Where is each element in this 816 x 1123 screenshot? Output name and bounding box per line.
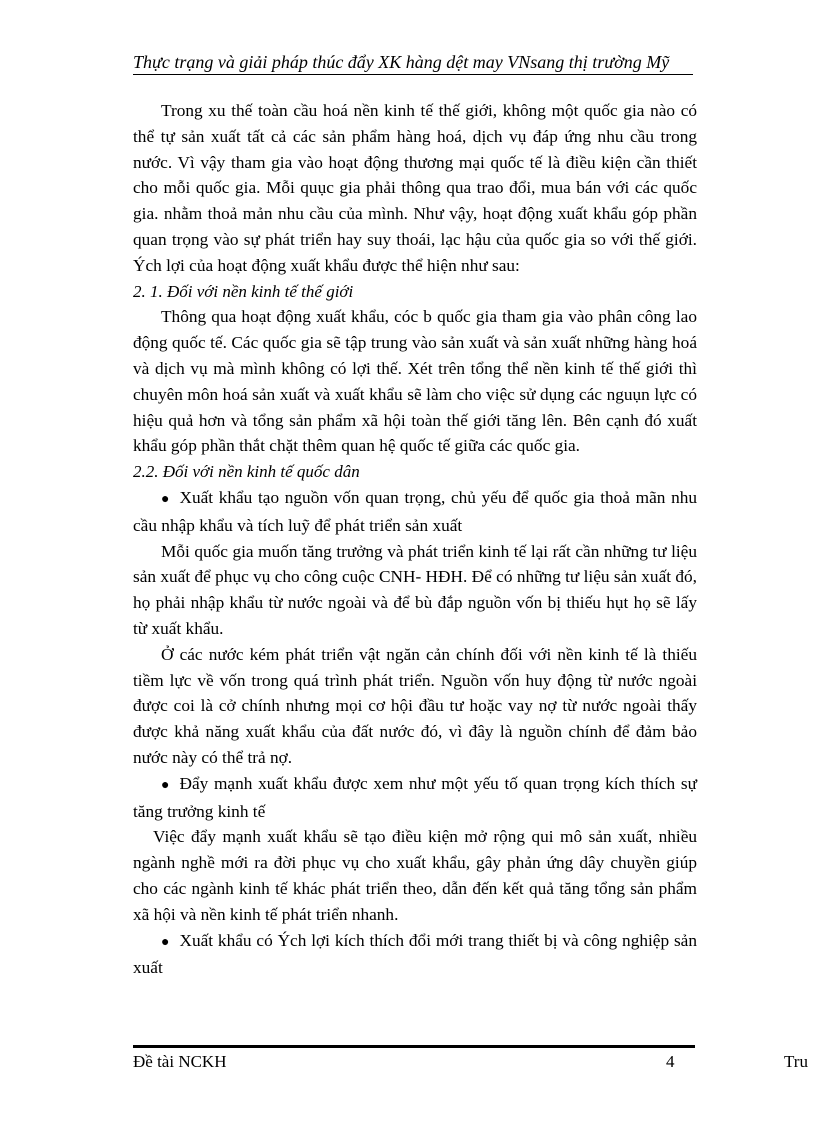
page-header xyxy=(133,50,693,75)
bullet-text: Đẩy mạnh xuất khẩu được xem như một yếu tố quan trọng kích thích sự tăng trưởng kinh tế xyxy=(133,773,697,821)
document-body xyxy=(133,98,697,981)
bullet-icon: ● xyxy=(161,491,170,507)
bullet-item xyxy=(133,485,697,539)
developing-countries-paragraph: Ở các nước kém phát triển vật ngăn cản chính đối với nền kinh tế là thiếu tiềm lực về vốn trong quá trình phát triển. Nguồn vốn huy động từ nước ngoài được coi là cở chính nhưng mọi cơ hội đầu tư hoặc vay nợ từ nước ngoài thấy được khả năng xuất khẩu của đất nước đó, vì đây là nguồn chính để đảm bảo nước này có thể trả nợ. xyxy=(133,644,697,767)
bullet-item xyxy=(133,771,697,825)
section-heading-national-economy: 2.2. Đối với nền kinh tế quốc dân xyxy=(133,462,360,482)
bullet-text: Xuất khẩu có Ých lợi kích thích đổi mới trang thiết bị và công nghiệp sản xuất xyxy=(133,930,697,978)
page-number: 4 xyxy=(666,1052,675,1071)
footer-divider xyxy=(133,1045,695,1048)
bullet-icon: ● xyxy=(161,934,170,950)
world-economy-paragraph: Thông qua hoạt động xuất khẩu, cóc b quốc gia tham gia vào phân công lao động quốc tế. Các quốc gia sẽ tập trung vào sản xuất và sản xuất những hàng hoá và dịch vụ mà mình không có lợi thế. Xét trên tổng thể nền kinh tế thế giới thì chuyên môn hoá sản xuất và xuất khẩu sẽ làm cho việc sử dụng các nguụn lực có hiệu quả hơn và tổng sản phẩm xã hội toàn thế giới tăng lên. Bên cạnh đó xuất khẩu góp phần thắt chặt thêm quan hệ quốc tế giữa các quốc gia. xyxy=(133,307,697,456)
bullet-item xyxy=(133,928,697,982)
footer-label: Đề tài NCKH xyxy=(133,1052,227,1071)
growth-paragraph: Việc đẩy mạnh xuất khẩu sẽ tạo điều kiện mở rộng qui mô sản xuất, nhiều ngành nghề mới ra đời phục vụ cho xuất khẩu, gây phản ứng dây chuyền giúp cho các ngành kinh tế khác phát triển theo, dẫn đến kết quả tăng tổng sản phẩm xã hội và nền kinh tế phát triển nhanh. xyxy=(133,827,697,924)
section-heading-world-economy: 2. 1. Đối với nền kinh tế thế giới xyxy=(133,281,354,301)
bullet-icon: ● xyxy=(161,777,170,793)
footer-right-text: Tru xyxy=(784,1052,808,1071)
bullet-text: Xuất khẩu tạo nguồn vốn quan trọng, chủ yếu để quốc gia thoả mãn nhu cầu nhập khẩu và tích luỹ để phát triển sản xuất xyxy=(133,487,697,535)
capital-paragraph: Mỗi quốc gia muốn tăng trưởng và phát triển kinh tế lại rất cần những tư liệu sản xuất để phục vụ cho công cuộc CNH- HĐH. Để có những tư liệu sản xuất đó, họ phải nhập khẩu từ nước ngoài và để bù đắp nguồn vốn bị thiếu hụt họ sẽ lấy từ xuất khẩu. xyxy=(133,541,697,638)
intro-paragraph: Trong xu thế toàn cầu hoá nền kinh tế thế giới, không một quốc gia nào có thể tự sản xuất tất cả các sản phẩm hàng hoá, dịch vụ đáp ứng nhu cầu trong nước. Vì vậy tham gia vào hoạt động thương mại quốc tế là điều kiện cần thiết cho mỗi quốc gia. Mỗi quục gia phải thông qua trao đổi, mua bán với các quốc gia. nhằm thoả mản nhu cầu của mình. Như vậy, hoạt động xuất khẩu góp phần quan trọng vào sự phát triển hay suy thoái, lạc hậu của quốc gia so với thế giới. Ých lợi của hoạt động xuất khẩu được thể hiện như sau: xyxy=(133,101,697,275)
header-title: Thực trạng và giải pháp thúc đẩy XK hàng dệt may VNsang thị trường Mỹ xyxy=(133,52,670,72)
